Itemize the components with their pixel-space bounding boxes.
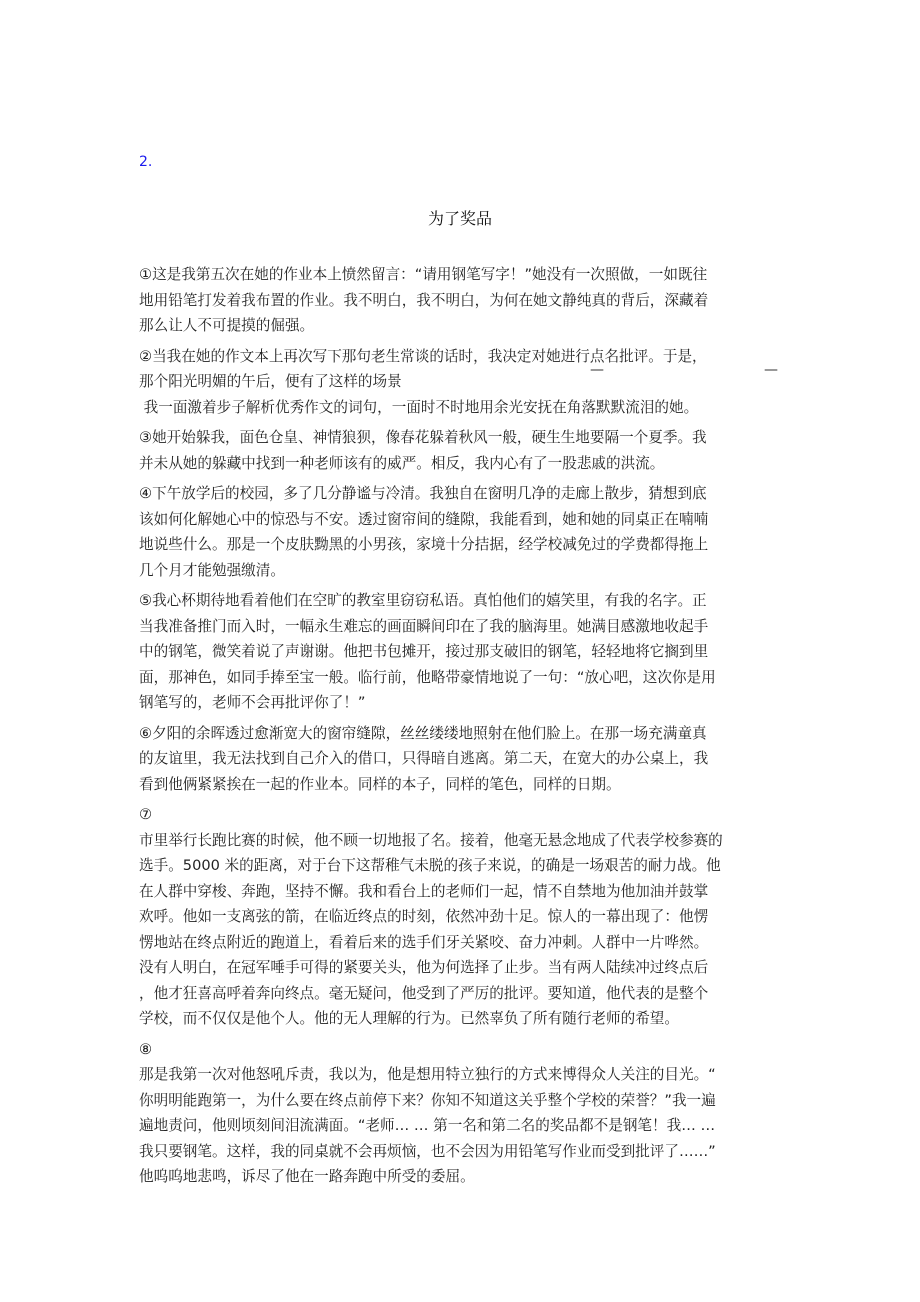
p4-line-2: 该如何化解她心中的惊恐与不安。透过窗帘间的缝隙，我能看到，她和她的同桌正在喃喃: [139, 510, 709, 528]
p5-line-5: 钢笔写的，老师不会再批评你了！”: [139, 694, 366, 711]
p7-line-6: 没有人明白，在冠军唾手可得的紧要关头，他为何选择了止步。当有两人陆续冲过终点后: [139, 959, 709, 976]
paragraph-1: [139, 262, 784, 339]
p8-line-2: 你明明能跑第一，为什么要在终点前停下来？你知不知道这关乎整个学校的荣誉？”我一遍: [139, 1091, 716, 1109]
p7-line-3: 在人群中穿梭、奔跑，坚持不懈。我和看台上的老师们一起，情不自禁地为他加油并鼓掌: [139, 882, 709, 900]
p7-line-8: 学校，而不仅仅是他个人。他的无人理解的行为。已然辜负了所有随行老师的希望。: [139, 1010, 679, 1027]
p7-marker: ⑦: [139, 806, 153, 823]
p7-line-2: 选手。5000 米的距离，对于台下这帮稚气未脱的孩子来说，的确是一场艰苦的耐力战。他: [139, 857, 721, 874]
p4-line-3: 地说些什么。那是一个皮肤黝黑的小男孩，家境十分拮据，经学校减免过的学费都得拖上: [139, 536, 709, 553]
p1-line-3: 那么让人不可提摸的倔强。: [139, 317, 315, 334]
article-title: 为了奖品: [427, 209, 492, 228]
p4-line-1: ④下午放学后的校园，多了几分静谧与冷清。我独自在窗明几净的走廊上散步，猜想到底: [139, 485, 707, 502]
p7-line-7: ，他才狂喜高呼着奔向终点。毫无疑问，他受到了严厉的批评。要知道，他代表的是整个: [139, 984, 709, 1002]
paragraph-8: [139, 1037, 784, 1190]
p8-marker: ⑧: [139, 1040, 153, 1058]
paragraph-3: [139, 425, 784, 476]
p8-line-5: 他呜呜地悲鸣，诉尽了他在一路奔跑中所受的委屈。: [139, 1168, 475, 1185]
dash-mark-1: —: [590, 362, 604, 378]
p6-line-1: ⑥夕阳的余晖透过愈渐宽大的窗帘缝隙，丝丝缕缕地照射在他们脸上。在那一场充满童真: [139, 724, 707, 742]
dash-mark-2: —: [764, 362, 778, 378]
p2-line-3: 我一面激着步子解析优秀作文的词句，一面时不时地用余光安抚在角落默默流泪的她。: [143, 398, 699, 416]
p1-line-1: ①这是我第五次在她的作业本上愤然留言：“请用钢笔写字！”她没有一次照做，一如既往: [139, 266, 708, 283]
p7-line-1: 市里举行长跑比赛的时候，他不顾一切地报了名。接着，他毫无悬念地成了代表学校参赛的: [139, 831, 723, 849]
p8-line-4: 我只要钢笔。这样，我的同桌就不会再烦恼，也不会因为用铅笔写作业而受到批评了……”: [139, 1142, 716, 1160]
p6-line-2: 的友谊里，我无法找到自己介入的借口，只得暗自逃离。第二天，在宽大的办公桌上，我: [139, 750, 709, 767]
p7-line-4: 欢呼。他如一支离弦的箭，在临近终点的时刻，依然冲劲十足。惊人的一幕出现了：他愣: [139, 908, 709, 925]
p3-line-1: ③她开始躲我，面色仓皇、神情狼狈，像春花躲着秋风一般，硬生生地要隔一个夏季。我: [139, 429, 707, 446]
paragraph-4: [139, 481, 784, 583]
paragraph-5: [139, 588, 784, 716]
p4-line-4: 几个月才能勉强缴清。: [139, 561, 285, 579]
p6-line-3: 看到他俩紧紧挨在一起的作业本。同样的本子，同样的笔色，同样的日期。: [139, 775, 621, 793]
paragraph-6: [139, 721, 784, 798]
p2-line-1: ②当我在她的作文本上再次写下那句老生常谈的话时，我决定对她进行点名批评。于是，: [139, 347, 707, 365]
question-number: 2.: [139, 154, 153, 170]
p7-line-5: 愣地站在终点附近的跑道上，看着后来的选手们牙关紧咬、奋力冲刺。人群中一片哗然。: [139, 933, 709, 951]
p1-line-2: 地用铅笔打发着我布置的作业。我不明白，我不明白，为何在她文静纯真的背后，深藏着: [139, 291, 709, 309]
paragraph-7: [139, 802, 784, 1032]
p5-line-4: 面，那神色，如同手捧至宝一般。临行前，他略带豪情地说了一句：“放心吧，这次你是用: [139, 668, 716, 686]
p8-line-3: 遍地责问，他则顷刻间泪流满面。“老师… … 第一名和第二名的奖品都不是钢笔！我… …: [139, 1117, 716, 1134]
p2-line-2: 那个阳光明媚的午后，便有了这样的场景: [139, 373, 402, 390]
p3-line-2: 并未从她的躲藏中找到一种老师该有的威严。相反，我内心有了一股悲戚的洪流。: [139, 454, 665, 472]
paragraph-2: [139, 344, 784, 421]
p5-line-2: 当我准备推门而入时，一幅永生难忘的画面瞬间印在了我的脑海里。她满目感激地收起手: [139, 617, 709, 635]
p8-line-1: 那是我第一次对他怒吼斥责，我以为，他是想用特立独行的方式来博得众人关注的目光。“: [139, 1066, 716, 1083]
article-body: [139, 262, 784, 1195]
p5-line-3: 中的钢笔，微笑着说了声谢谢。他把书包摊开，接过那支破旧的钢笔，轻轻地将它搁到里: [139, 643, 709, 660]
p5-line-1: ⑤我心杯期待地看着他们在空旷的教室里窃窃私语。真怕他们的嬉笑里，有我的名字。正: [139, 592, 707, 609]
